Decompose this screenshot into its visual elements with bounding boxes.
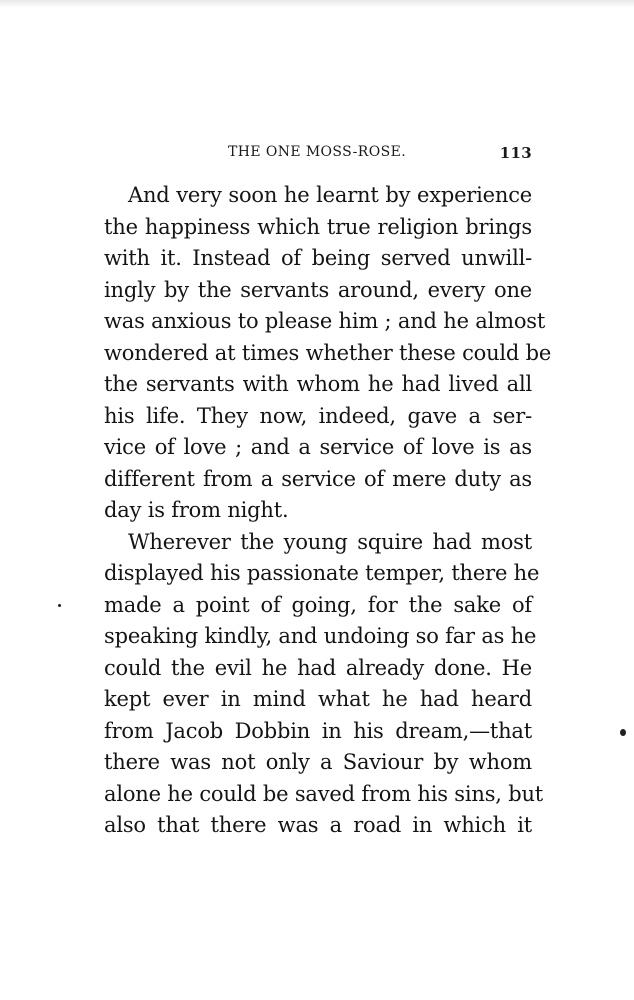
- text-line: made a point of going, for the sake of: [104, 592, 532, 617]
- body-text: [104, 180, 552, 842]
- text-line: from Jacob Dobbin in his dream,—that: [104, 718, 532, 743]
- text-line: speaking kindly, and undoing so far as he: [104, 624, 537, 648]
- paragraph-1: [104, 180, 552, 527]
- ink-speck: [620, 729, 626, 736]
- text-line: different from a service of mere duty as: [104, 466, 532, 491]
- text-line: day is from night.: [104, 498, 289, 522]
- text-line: there was not only a Saviour by whom: [104, 750, 532, 774]
- text-line: displayed his passionate temper, there he: [104, 561, 540, 585]
- page-top-edge: [0, 0, 634, 8]
- text-line: the happiness which true religion brings: [104, 214, 532, 239]
- text-line: ingly by the servants around, every one: [104, 277, 532, 302]
- paragraph-2: [104, 527, 544, 842]
- page-number: 113: [499, 144, 532, 162]
- text-line: kept ever in mind what he had heard: [104, 687, 532, 711]
- text-line: the servants with whom he had lived all: [104, 372, 532, 396]
- text-line: vice of love ; and a service of love is as: [104, 435, 532, 459]
- text-line: Wherever the young squire had most: [128, 529, 532, 554]
- text-line: And very soon he learnt by experience: [128, 183, 532, 207]
- text-line: alone he could be saved from his sins, but: [104, 781, 544, 806]
- text-line: his life. They now, indeed, gave a ser-: [104, 403, 532, 428]
- running-header: [104, 144, 532, 168]
- text-line: could the evil he had already done. He: [104, 655, 532, 680]
- ink-speck: [58, 604, 61, 607]
- text-line: wondered at times whether these could be: [104, 340, 552, 365]
- text-line: with it. Instead of being served unwill-: [104, 246, 532, 270]
- text-line: was anxious to please him ; and he almost: [104, 309, 546, 333]
- text-line: also that there was a road in which it: [104, 813, 532, 837]
- running-title: THE ONE MOSS-ROSE.: [228, 144, 407, 160]
